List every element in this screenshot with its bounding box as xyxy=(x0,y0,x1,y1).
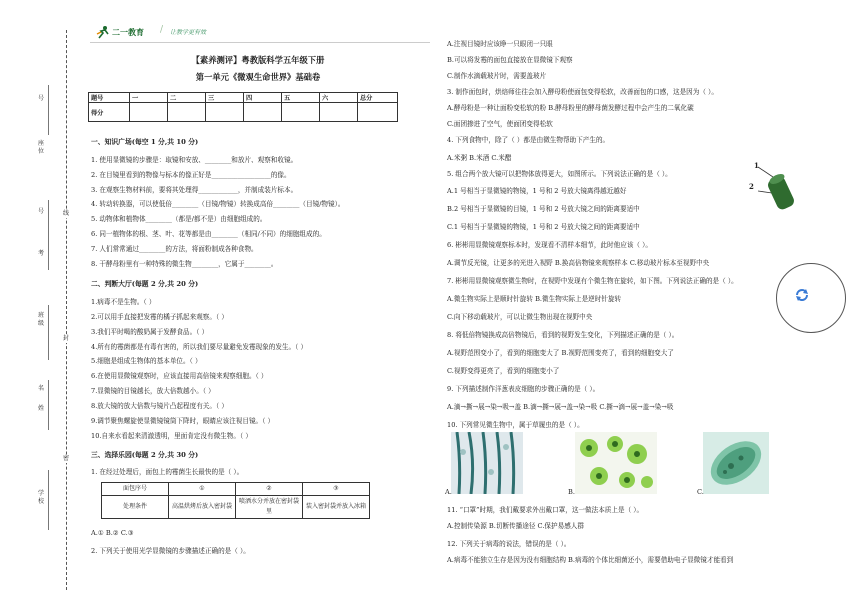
lens-label-1: 1 xyxy=(754,161,759,170)
strip-rule-b xyxy=(48,200,49,270)
binding-line-dashed xyxy=(66,30,67,590)
logo-text: 二一教育 xyxy=(112,28,144,37)
cond-cell: 高温烘烤后放入密封袋 xyxy=(169,496,236,519)
score-header-cell: 三 xyxy=(206,93,244,103)
s2-item: 7.显微镜的目镜越长，放大倍数越小。（ ） xyxy=(91,387,215,395)
strip-label-kao: 考 xyxy=(37,250,44,257)
strip-rule-e xyxy=(48,470,49,530)
microbe-image-c xyxy=(703,432,769,494)
right-question-line: A.注视目镜时应该睁一只眼闭一只眼 xyxy=(447,40,553,48)
exam-title: 【素养测评】粤教版科学五年级下册 xyxy=(191,55,325,65)
score-input-cell[interactable] xyxy=(168,103,206,122)
right-question-line: 12. 下列关于病毒的说法，错误的是（ ）。 xyxy=(447,540,571,548)
right-question-line: A.病毒不能独立生存是因为没有细胞结构 B.病毒的个体比细菌还小，需要借助电子显微镜才能看到 xyxy=(447,556,734,564)
s2-item: 10.自来水看起来清澈透明，里面肯定没有微生物。（ ） xyxy=(91,432,252,440)
strip-label-seal: 封 xyxy=(62,335,69,342)
right-question-line: A.控制传染源 B.切断传播途径 C.保护易感人群 xyxy=(447,522,584,530)
strip-rule-a xyxy=(48,85,49,135)
microbe-image-b xyxy=(575,432,657,494)
strip-rule-d xyxy=(48,380,49,430)
rotate-arrows-icon xyxy=(794,287,810,303)
right-question-line: C.视野变得更亮了，看到的细胞变小了 xyxy=(447,367,560,375)
right-question-line: C.1 号相当于显微镜的物镜，1 号和 2 号放大镜之间的距离要适中 xyxy=(447,223,640,231)
image-label-a: A. xyxy=(445,488,452,496)
image-label-c: C. xyxy=(697,488,704,496)
right-question-line: 9. 下列描述制作洋葱表皮细胞的步骤正确的是（ ）。 xyxy=(447,385,600,393)
strip-label-surname: 姓 xyxy=(37,405,44,412)
score-input-cell[interactable] xyxy=(320,103,358,122)
header-rule xyxy=(90,42,430,43)
right-question-line: 10. 下列常见微生物中，属于草履虫的是（ ）。 xyxy=(447,421,584,429)
slogan: 让教学更有效 xyxy=(170,29,207,36)
right-question-line: 7. 彬彬用显微镜观察微生物时，在视野中发现有个微生物在旋转，如下图。下列说法正确的是（ ）。 xyxy=(447,277,738,285)
cond-label: 处理条件 xyxy=(102,496,169,519)
score-table xyxy=(88,92,398,122)
right-question-line: A.调节反光镜，让更多的光进入视野 B.换高倍物镜来观察样本 C.移动玻片标本至视野中央 xyxy=(447,259,710,267)
score-input-cell[interactable] xyxy=(244,103,282,122)
score-header-cell: 五 xyxy=(282,93,320,103)
s1-item: 4. 转动转换器，可以使低倍________（目镜/物镜）转换成高倍________（目镜/物镜）。 xyxy=(91,200,345,208)
s2-item: 1.病毒不是生物。（ ） xyxy=(91,298,156,306)
right-question-line: A.1 号相当于显微镜的物镜，1 号和 2 号放大镜离得越近越好 xyxy=(447,187,627,195)
magnifier-lens-figure xyxy=(758,165,798,217)
cond-header: ② xyxy=(236,483,303,496)
right-question-line: A.微生物实际上是顺时针旋转 B.微生物实际上是逆时针旋转 xyxy=(447,295,622,303)
cond-header: ③ xyxy=(303,483,370,496)
conditions-table xyxy=(101,482,370,519)
s3-q2: 2. 下列关于使用光学显微镜的步骤描述正确的是（ ）。 xyxy=(91,547,250,555)
brand-logo xyxy=(96,25,156,39)
right-question-line: C.制作水滴载玻片时，需要盖玻片 xyxy=(447,72,547,80)
cond-cell: 喷洒水分并放在密封袋里 xyxy=(236,496,303,519)
cond-header: ① xyxy=(169,483,236,496)
right-question-line: 8. 将低倍物镜换成高倍物镜后，看到的视野发生变化，下列描述正确的是（ ）。 xyxy=(447,331,679,339)
image-label-b: B. xyxy=(568,488,575,496)
score-header-cell: 二 xyxy=(168,93,206,103)
score-header-cell: 题号 xyxy=(89,93,130,103)
strip-label-class: 班级 xyxy=(37,312,44,327)
section3-heading: 三、选择乐园(每题 2 分,共 30 分) xyxy=(91,451,199,459)
strip-label-seat: 座位 xyxy=(37,140,44,155)
s3-q1: 1. 在经过处理后，面包上的霉菌生长最快的是（ ）。 xyxy=(91,468,244,476)
runner-icon xyxy=(96,25,110,39)
lens-label-2: 2 xyxy=(749,182,754,191)
right-question-line: A.视野范围变小了，看到的细胞变大了 B.视野范围变亮了，看到的细胞变大了 xyxy=(447,349,674,357)
score-row-label: 得分 xyxy=(89,103,130,122)
s1-item: 3. 在观察生物材料前，要将其处理得____________，并制成装片标本。 xyxy=(91,186,298,194)
s3-q1-options: A.① B.② C.③ xyxy=(91,529,134,537)
s2-item: 3.我们平时喝的酸奶属于发酵食品。（ ） xyxy=(91,328,209,336)
strip-rule-c xyxy=(48,305,49,360)
score-input-cell[interactable] xyxy=(282,103,320,122)
right-question-line: 5. 组合两个放大镜可以把物体放得更大，如图所示。下列说法正确的是（ ）。 xyxy=(447,170,672,178)
exam-subtitle: 第一单元《微观生命世界》基础卷 xyxy=(195,72,321,82)
right-question-line: B.2 号相当于显微镜的目镜，1 号和 2 号放大镜之间的距离要适中 xyxy=(447,205,640,213)
strip-label-secret: 密 xyxy=(62,455,69,462)
s1-item: 7. 人们常常通过________的方法，将面粉制成各种食物。 xyxy=(91,245,258,253)
right-question-line: B.可以将发霉的面包直接放在显微镜下观察 xyxy=(447,56,573,64)
score-input-cell[interactable] xyxy=(358,103,398,122)
right-question-line: A.米粥 B.米酒 C.米醋 xyxy=(447,154,512,162)
cond-header: 面包序号 xyxy=(102,483,169,496)
s1-item: 2. 在目镜里看到的物像与标本的像正好是__________________的像。 xyxy=(91,171,291,179)
s2-item: 8.放大镜的放大倍数与镜片凸起程度有关。（ ） xyxy=(91,402,228,410)
right-question-line: 4. 下列食物中，除了（ ）都是由微生物帮助下产生的。 xyxy=(447,136,610,144)
right-question-line: 11. “口罩”时期，我们戴要求外出戴口罩，这一做法本质上是（ ）。 xyxy=(447,506,644,514)
strip-label-hao1: 号 xyxy=(37,95,44,102)
s1-item: 5. 动物体和植物体________（都是/都不是）由细胞组成的。 xyxy=(91,215,267,223)
header-divider: / xyxy=(160,25,164,35)
score-header-cell: 四 xyxy=(244,93,282,103)
s2-item: 9.调节聚焦螺旋使显微镜镜筒下降时，眼睛应该注视目镜。（ ） xyxy=(91,417,275,425)
right-question-line: A.滴→撕→展→染→吸→盖 B.滴→撕→展→盖→染→吸 C.撕→滴→展→盖→染→吸 xyxy=(447,403,674,411)
strip-label-hao2: 号 xyxy=(37,208,44,215)
s2-item: 6.在使用显微镜观察时，应该直接用高倍镜来观察细胞。（ ） xyxy=(91,372,268,380)
right-question-line: A.酵母粉是一种让面粉变松软的粉 B.酵母粉里的酵母菌发酵过程中会产生的二氧化碳 xyxy=(447,104,694,112)
right-question-line: 3. 制作面包时，烘焙师往往会加入酵母粉使面包变得松软，改善面包的口感，这是因为（ ）。 xyxy=(447,88,718,96)
section1-heading: 一、知识广场(每空 1 分,共 10 分) xyxy=(91,138,199,146)
microbe-image-a xyxy=(451,432,523,494)
score-input-cell[interactable] xyxy=(130,103,168,122)
right-question-line: 6. 彬彬用显微镜观察标本时，发现看不清样本细节，此时他应该（ ）。 xyxy=(447,241,652,249)
score-header-cell: 一 xyxy=(130,93,168,103)
strip-label-school: 学校 xyxy=(37,490,44,505)
s2-item: 4.所有的霉菌都是有毒有害的，所以我们要尽量避免发霉现象的发生。（ ） xyxy=(91,343,308,351)
s1-item: 8. 干酵母粉里有一种特殊的微生物________，它属于________。 xyxy=(91,260,278,268)
strip-label-line: 线 xyxy=(62,210,69,217)
s2-item: 5.细胞是组成生物体的基本单位。（ ） xyxy=(91,357,202,365)
s1-item: 1. 使用显微镜的步骤是：取镜和安放、________和放片、观察和收镜。 xyxy=(91,156,298,164)
right-question-line: C.面团掺进了空气，使面团变得松软 xyxy=(447,120,553,128)
cond-cell: 装入密封袋并放入冰箱 xyxy=(303,496,370,519)
strip-label-name: 名 xyxy=(37,385,44,392)
rotation-view-circle xyxy=(776,263,846,333)
score-header-cell: 六 xyxy=(320,93,358,103)
s2-item: 2.可以用手直接把发霉的橘子抓起来观察。（ ） xyxy=(91,313,228,321)
score-input-cell[interactable] xyxy=(206,103,244,122)
right-question-line: C.向下移动载玻片，可以让微生物出现在视野中央 xyxy=(447,313,593,321)
score-header-cell: 总分 xyxy=(358,93,398,103)
s1-item: 6. 同一植物体的根、茎、叶、花等都是由________（相同/不同）的细胞组成的。 xyxy=(91,230,326,238)
section2-heading: 二、判断大厅(每题 2 分,共 20 分) xyxy=(91,280,199,288)
